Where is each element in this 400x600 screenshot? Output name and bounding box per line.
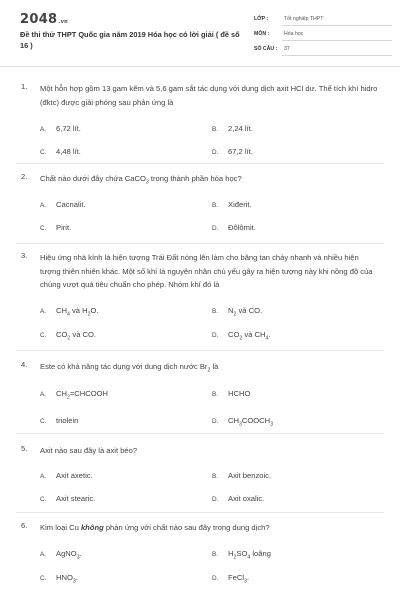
emphasis-negation: không [80,523,104,532]
question-6 [0,521,400,589]
question-divider [16,433,384,434]
meta-class-label: LỚP : [254,16,269,22]
option-a[interactable]: A. Cacnalit. [40,200,86,209]
meta-subject-value: Hóa học [284,31,304,37]
question-divider [16,243,384,244]
option-d[interactable]: D. $CO_2$ và $CH_4$. [212,330,271,342]
option-c[interactable]: C. Pirit. [40,223,72,232]
question-number: 2. [21,172,28,181]
option-d[interactable]: D. Đôlômit. [212,223,256,232]
meta-class-value: Tốt nghiệp THPT [284,16,324,22]
header-divider [0,66,400,67]
question-divider [16,163,384,164]
option-d[interactable]: D. FeCl$_3$. [212,573,250,585]
exam-meta [254,14,394,59]
option-b[interactable]: B. Xiđerit. [212,200,252,209]
question-3 [0,251,400,346]
option-c[interactable]: C. $CO_2$ và CO. [40,330,97,342]
question-number: 1. [21,82,28,91]
question-divider [16,350,384,351]
meta-count-label: SỐ CÂU : [254,46,278,52]
meta-row-subject [254,29,394,44]
option-a[interactable]: A. AgNO$_3$. [40,549,82,561]
question-1 [0,82,400,162]
exam-header [0,0,400,66]
question-4 [0,360,400,428]
meta-divider [282,55,392,56]
option-b[interactable]: B. HCHO [212,389,251,398]
option-a[interactable]: A. $CH_4$ và $H_2O$. [40,306,99,318]
option-b[interactable]: B. Axit benzoic. [212,471,272,480]
exam-title: Đề thi thử THPT Quốc gia năm 2019 Hóa học có lời giải ( đề số 16 ) [20,30,240,50]
question-text: Một hỗn hợp gồm 13 gam kẽm và 5,6 gam sắt tác dụng với dung dịch axit HCl dư. Thể tích khí hidro (đktc) được giải phóng sau phản ứng là [40,84,378,107]
meta-divider [282,25,392,26]
question-number: 6. [21,521,28,530]
option-c[interactable]: C. $HNO_3$. [40,573,78,585]
question-5 [0,444,400,508]
option-d[interactable]: D. $CH_3COOCH_3$ [212,416,274,428]
meta-row-class [254,14,394,29]
option-a[interactable]: A. 6,72 lít. [40,124,81,133]
question-number: 3. [21,251,28,260]
option-c[interactable]: C. triolein [40,416,79,425]
question-text: Chất nào dưới đây chứa CaCO$_3$ trong thành phần hóa học? [40,174,242,186]
option-b[interactable]: B. $H_2SO_4$ loãng [212,549,271,561]
option-a[interactable]: A. Axit axetic. [40,471,93,480]
question-text: Axit nào sau đây là axit béo? [40,446,138,455]
site-logo[interactable]: 2048.vn [20,12,69,27]
question-number: 4. [21,360,28,369]
option-c[interactable]: C. 4,48 lít. [40,147,81,156]
option-b[interactable]: B. 2,24 lít. [212,124,253,133]
option-d[interactable]: D. Axit oxalic. [212,494,265,503]
option-d[interactable]: D. 67,2 lít. [212,147,253,156]
option-a[interactable]: A. $CH_2=CHCOOH$ [40,389,109,401]
question-2 [0,172,400,238]
option-b[interactable]: B. $N_2$ và CO. [212,306,263,318]
question-text: Hiệu ứng nhà kính là hiện tượng Trái Đất nóng lên làm cho băng tan chảy nhanh và nhiều hiện tượng thiên nhiên khác. Một số khí là nguyên nhân chủ yếu gây ra hiện tượng này khi nồng độ của chúng vượt quá tiêu chuẩn cho phép. Nhóm khí đó là [40,253,373,289]
meta-row-count [254,44,394,59]
question-text: Este có khả năng tác dụng với dung dịch nước $Br_2$ là [40,362,219,374]
meta-subject-label: MÔN : [254,31,270,37]
question-number: 5. [21,444,28,453]
question-text: Kim loại Cu không phản ứng với chất nào sau đây trong dung dịch? [40,523,270,532]
meta-count-value: 37 [284,46,290,52]
meta-divider [282,40,392,41]
question-divider [16,512,384,513]
option-c[interactable]: C. Axit stearic. [40,494,96,503]
